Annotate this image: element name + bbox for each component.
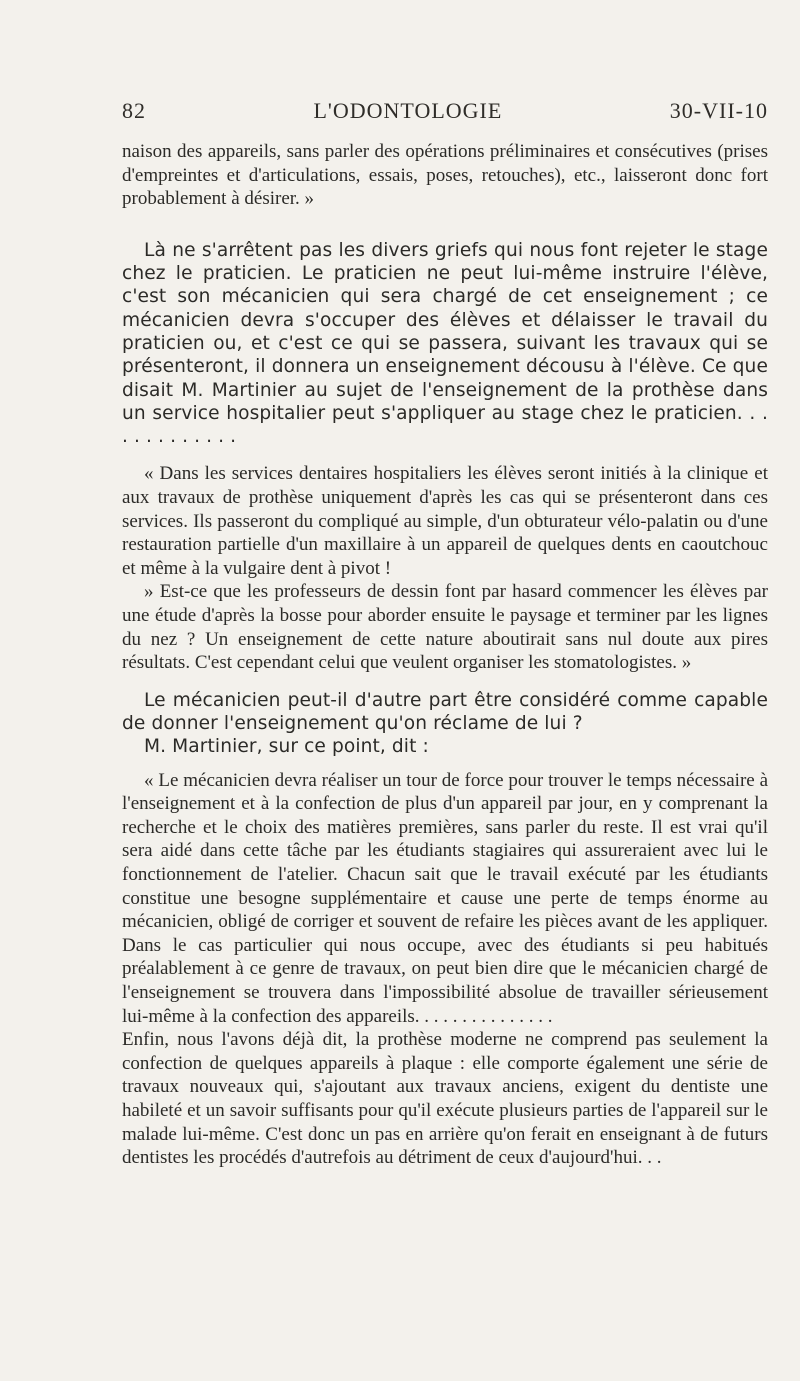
body-paragraph-griefs: Là ne s'arrêtent pas les divers griefs qui nous font rejeter le stage chez le praticien. Le praticien ne peut lui-même instruire l'élève, c'est son mécanicien qui sera chargé de cet enseignement ; ce mécanicien devra s'occuper des élèves et délaisser le travail du praticien ou, et c'est ce qui se passera, suivant les travaux qui se présenteront, il donnera un enseignement décousu à l'élève. Ce que disait M. Martinier au sujet de l'enseignement de la prothèse dans un service hospitalier peut s'appliquer au stage chez le praticien. . . . . . . . . . . . .	[122, 239, 768, 448]
quote-hospital-services: « Dans les services dentaires hospitaliers les élèves seront initiés à la clinique et aux travaux de prothèse uniquement d'après les cas qui se présenteront dans ces services. Ils passeront du compliqué au simple, d'un obturateur vélo-palatin ou d'une restauration partielle d'un maxillaire à un appareil de quelques dents en caoutchouc et même à la vulgaire dent à pivot !	[122, 463, 768, 579]
running-header	[122, 98, 768, 124]
page-number: 82	[122, 98, 146, 123]
issue-date: 30-VII-10	[669, 98, 768, 123]
quote-continuation: naison des appareils, sans parler des opérations préliminaires et consécutives (prises d'empreintes et d'articulations, essais, poses, retouches), etc., laisseront donc fort probablement à désirer. »	[122, 141, 768, 210]
journal-title: L'ODONTOLOGIE	[313, 98, 503, 123]
quote-mechanic-workload: « Le mécanicien devra réaliser un tour de force pour trouver le temps nécessaire à l'enseignement et à la confection de plus d'un appareil par jour, en y comprenant la recherche et le choix des matières premières, sans parler du reste. Il est vrai qu'il sera aidé dans cette tâche par les étudiants stagiaires qui assureraient avec lui le fonctionnement de l'atelier. Chacun sait que le travail exécuté par les étudiants constitue une besogne supplémentaire et cause une perte de temps énorme au mécanicien, obligé de corriger et souvent de refaire les pièces avant de les appliquer. Dans le cas particulier qui nous occupe, avec des étudiants si peu habitués préalablement à ce genre de travaux, on peut bien dire que le mécanicien chargé de l'enseignement se trouvera dans l'impossibilité absolue de travailler sérieusement lui-même à la confection des appareils. . . . . . . . . . . . . . .	[122, 769, 768, 1027]
quote-drawing-teachers: » Est-ce que les professeurs de dessin font par hasard commencer les élèves par une étude d'après la bosse pour aborder ensuite le paysage et terminer par les lignes du nez ? Un enseignement de cette nature aboutirait sans nul doute aux pires résultats. C'est cependant celui que veulent organiser les stomatologistes. »	[122, 581, 768, 674]
body-paragraph-question: Le mécanicien peut-il d'autre part être considéré comme capable de donner l'enseignement qu'on réclame de lui ?	[122, 689, 768, 735]
quote-modern-prosthesis: Enfin, nous l'avons déjà dit, la prothèse moderne ne comprend pas seulement la confection de quelques appareils à plaque : elle comporte également une série de travaux nouveaux qui, s'ajoutant aux travaux anciens, exigent du dentiste une habileté et un savoir suffisants pour qu'il exécute plusieurs parties de l'appareil sur le malade lui-même. C'est donc un pas en arrière qu'on ferait en enseignant à de futurs dentistes les procédés d'autrefois au détriment de ceux d'aujourd'hui. . .	[122, 1029, 768, 1169]
body-paragraph-martinier: M. Martinier, sur ce point, dit :	[144, 736, 429, 758]
